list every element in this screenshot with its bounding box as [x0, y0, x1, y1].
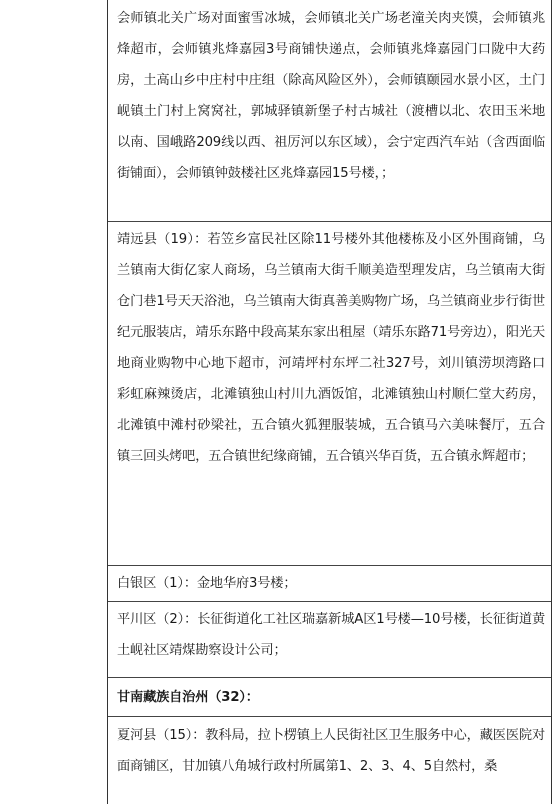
xiahe-county-list: 夏河县（15）：教科局，拉卜楞镇上人民街社区卫生服务中心，藏医医院对面商铺区，甘加镇八角城行政村所属第1、2、3、4、5自然村，桑: [117, 728, 545, 774]
row-divider: [108, 221, 551, 222]
table-left-column: [0, 0, 108, 804]
huining-county-list-continued: 会师镇北关广场对面蜜雪冰城，会师镇北关广场老潼关肉夹馍，会师镇兆烽超市，会师镇兆烽嘉园3号商铺快递点，会师镇兆烽嘉园门口陇中大药房，土高山乡中庄村中庄组（除高风险区外），会师镇颐园水景小区，土门岘镇土门村上窝窝社，郭城驿镇新堡子村古城社（渡槽以北、农田玉米地以南、国峨路209线以西、祖厉河以东区域），会宁定西汽车站（含西面临街铺面），会师镇钟鼓楼社区兆烽嘉园15号楼，；: [117, 11, 545, 181]
row-divider: [108, 601, 551, 602]
row-divider: [108, 716, 551, 717]
table-content-column: [108, 0, 552, 804]
baiyin-district-list: 白银区（1）：金地华府3号楼；: [117, 576, 297, 591]
pingchuan-district-list: 平川区（2）：长征街道化工社区瑞嘉新城A区1号楼—10号楼，长征街道黄土岘社区靖煤勘察设计公司；: [117, 612, 545, 658]
row-divider: [108, 677, 551, 678]
row-divider: [108, 565, 551, 566]
gannan-prefecture-heading: 甘南藏族自治州（32）：: [117, 690, 259, 705]
jingyuan-county-list: 靖远县（19）：若笠乡富民社区除11号楼外其他楼栋及小区外围商铺，乌兰镇南大街亿家人商场，乌兰镇南大街千顺美造型理发店，乌兰镇南大街仓门巷1号天天浴池，乌兰镇南大街真善美购物广场，乌兰镇商业步行街世纪元服装店，靖乐东路中段高某东家出租屋（靖乐东路71号旁边），阳光天地商业购物中心地下超市，河靖坪村东坪二社327号，刘川镇涝坝湾路口彩虹麻辣烫店，北滩镇独山村川九酒饭馆，北滩镇独山村顺仁堂大药房，北滩镇中滩村砂梁社，五合镇火狐狸服装城，五合镇马六美味餐厅，五合镇三回头烤吧，五合镇世纪缘商铺，五合镇兴华百货，五合镇永辉超市；: [117, 232, 545, 464]
